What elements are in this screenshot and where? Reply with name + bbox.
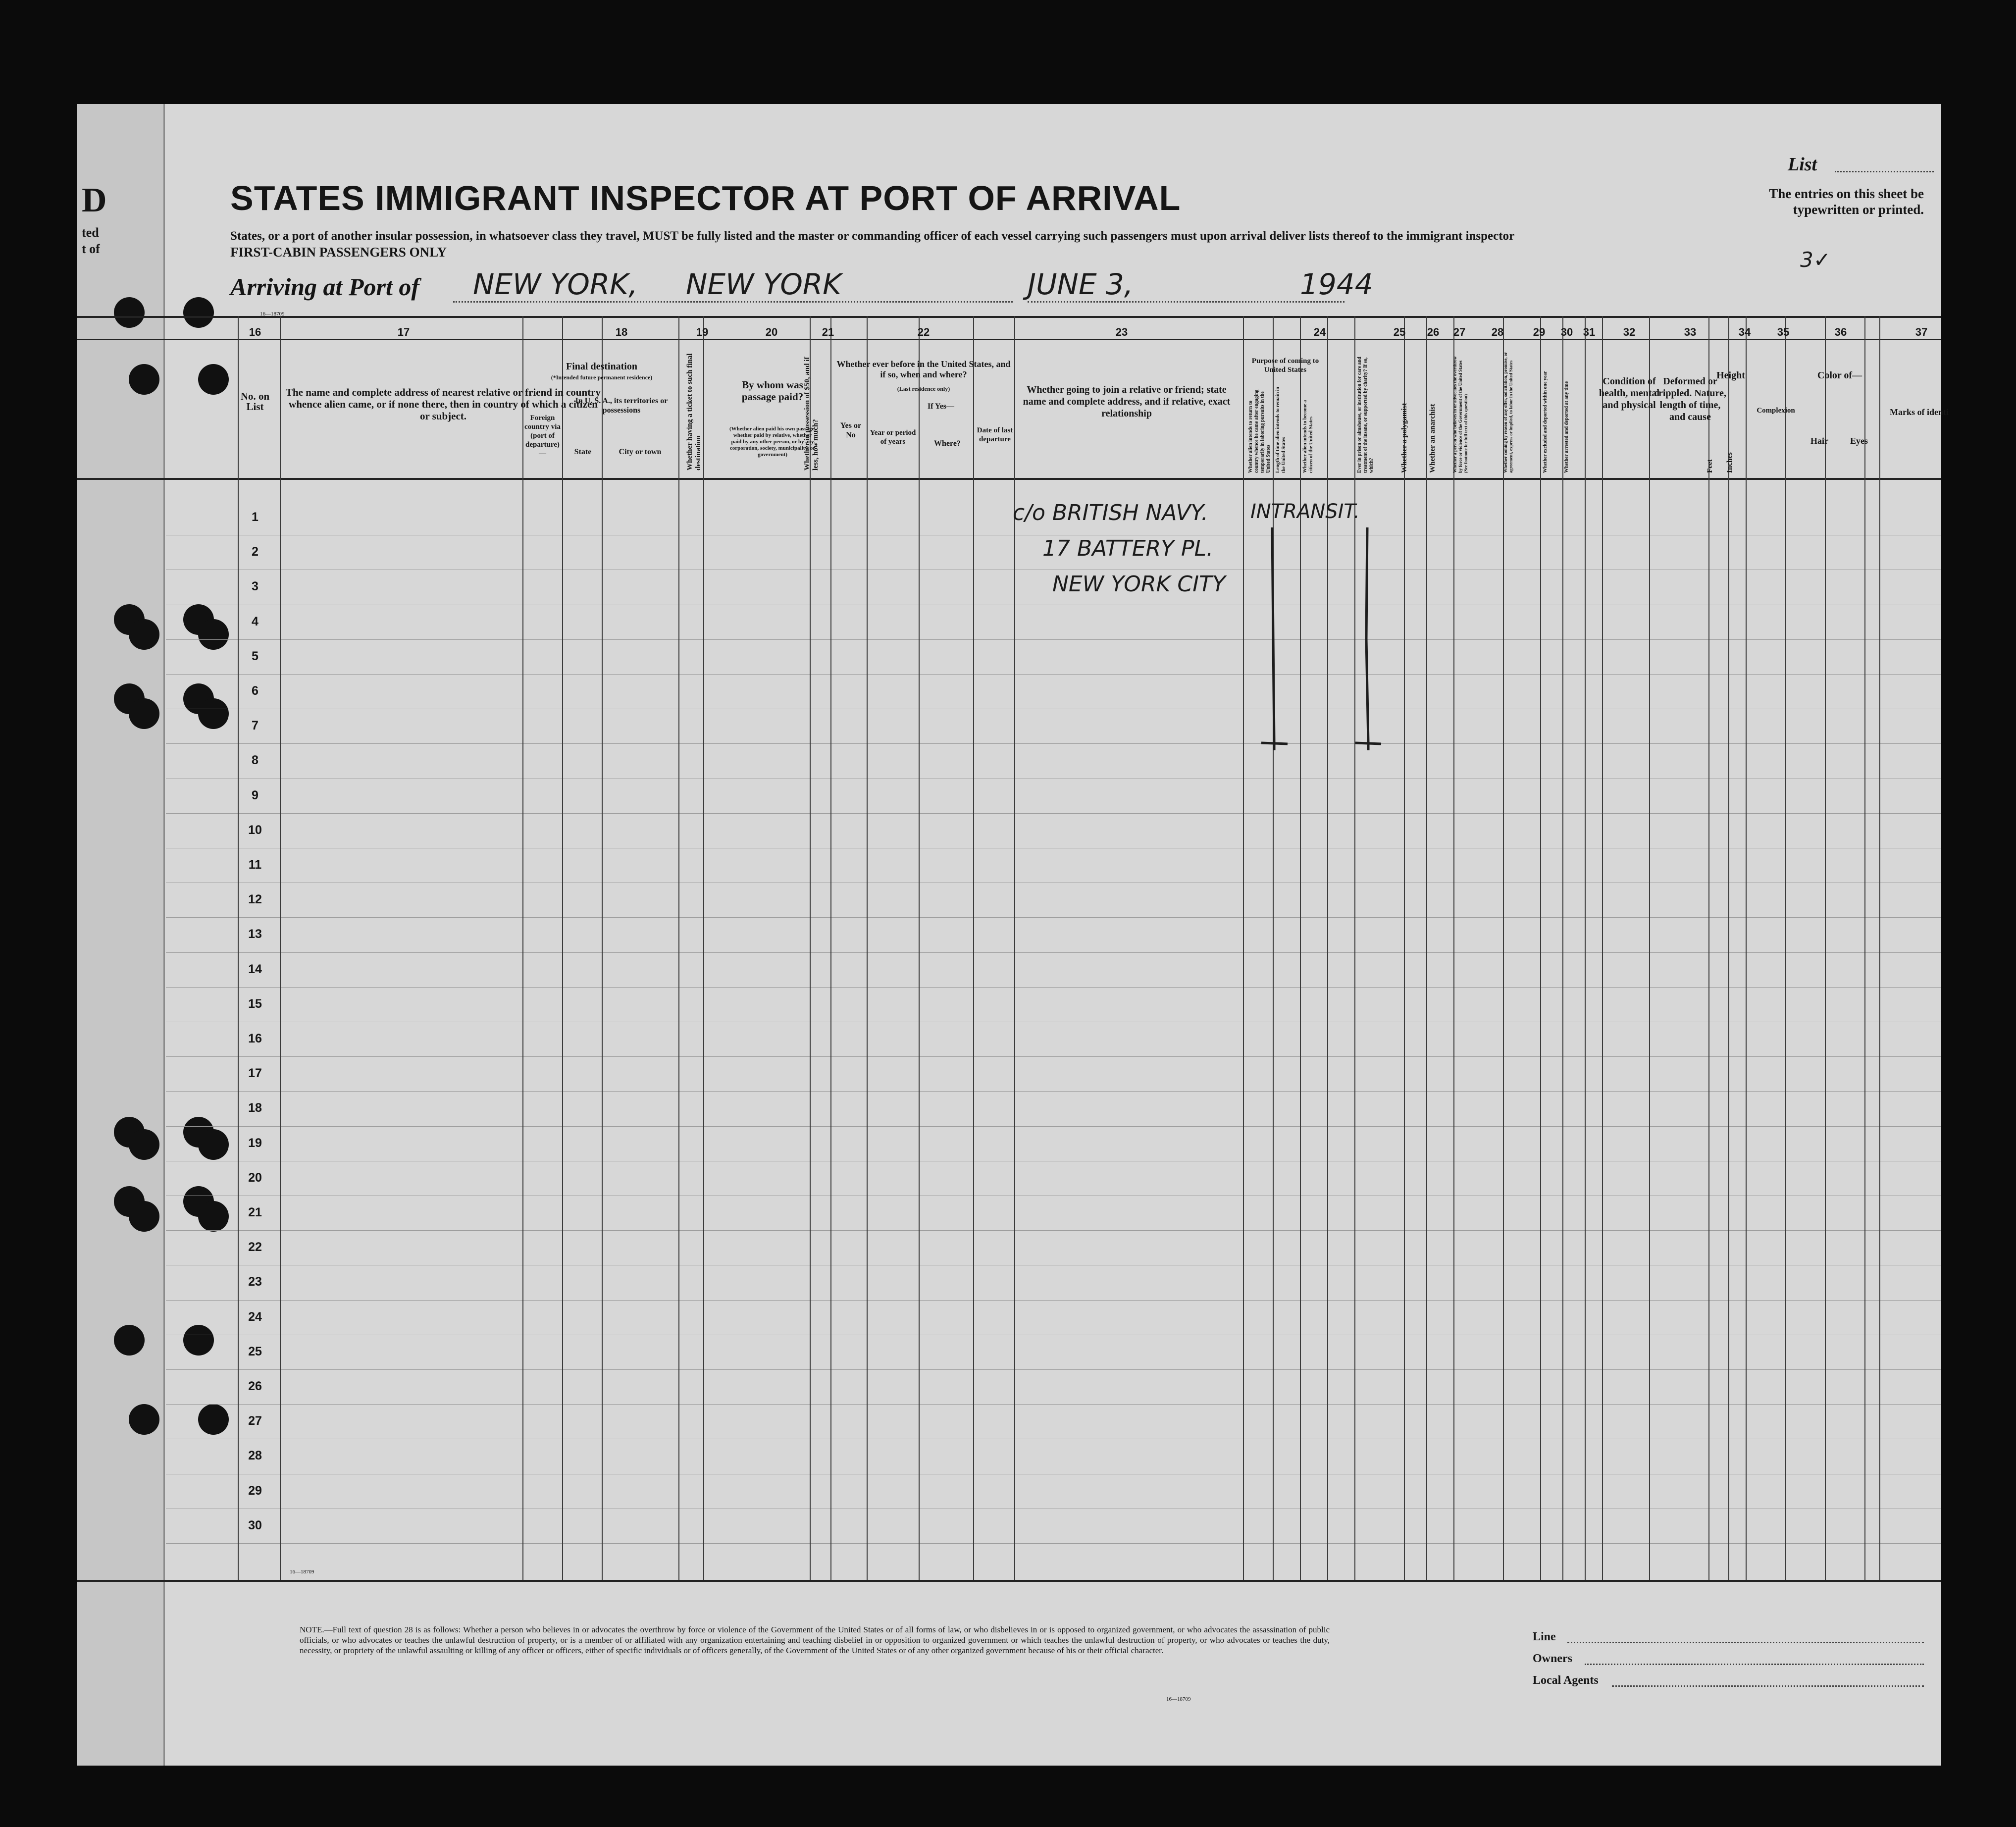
header-date-last-departure: Date of last departure <box>977 426 1013 443</box>
header-inches: Inches <box>1726 452 1734 473</box>
row-number: 2 <box>252 545 258 559</box>
header-length-of-stay: Length of time alien intends to remain in the United States <box>1275 387 1287 473</box>
colnum-28: 28 <box>1491 326 1504 338</box>
row-number: 22 <box>248 1240 262 1254</box>
row-number: 19 <box>248 1136 262 1150</box>
row-number: 8 <box>252 753 258 768</box>
header-labor-offer: Whether coming by reason of any offer, solicitation, promise, or agreement, express or implied, to labor in the United States <box>1503 352 1513 473</box>
row-number: 15 <box>248 996 262 1011</box>
form-code-top: 16—18709 <box>260 311 285 317</box>
row-number: 20 <box>248 1170 262 1185</box>
colnum-26: 26 <box>1427 326 1440 338</box>
header-fifty-dollars: Whether in possession of $50, and if less, how much? <box>803 357 820 470</box>
colnum-20: 20 <box>765 326 778 338</box>
colnum-16: 16 <box>249 326 261 338</box>
colnum-36: 36 <box>1834 326 1847 338</box>
row-number: 7 <box>252 719 258 733</box>
header-final-destination-note: (*Intended future permanent residence) <box>551 374 653 381</box>
footnote-question-28: NOTE.—Full text of question 28 is as follows: Whether a person who believes in or advocates the overthrow by force or violence of the Government of the United States or of all forms of law, or who disbelieves in or is opposed to organized government, or who advocates the assassination of public officials, or who advocates or teaches the unlawful destruction of property, or is a member of or affiliated with any organization entertaining and teaching disbelief in or opposition to organized government or which teaches the unlawful destruction of property, or who advocates or teaches the duty, necessity, or propriety of the unlawful assaulting or killing of any officer or officers, either of specific individuals or of officers generally, of the Government of the United States or of any other organized government because of his or their official character. <box>300 1625 1330 1655</box>
header-passage-paid-note: (Whether alien paid his own passage, whether paid by relative, whether paid by any other person, or by any corporation, society, municipality, or government) <box>729 426 816 458</box>
row-number: 1 <box>252 510 258 524</box>
header-hair: Hair <box>1810 436 1828 446</box>
row-number: 6 <box>252 684 258 698</box>
entries-note: The entries on this sheet be typewritten or printed. <box>1769 186 1924 217</box>
footer-line-fill <box>1567 1642 1924 1643</box>
row-number: 29 <box>248 1483 262 1498</box>
header-height: Height <box>1716 370 1745 381</box>
colnum-23: 23 <box>1115 326 1128 338</box>
subtitle-instructions: States, or a port of another insular possession, in whatsoever class they travel, MUST be fully listed and the master or commanding officer of each vessel carrying such passengers must upon arrival deliver lists thereof to the immigrant inspector <box>230 229 1515 243</box>
colnum-33: 33 <box>1684 326 1697 338</box>
colnum-35: 35 <box>1777 326 1790 338</box>
flap-fragment-ted: ted <box>82 225 99 240</box>
header-ever-before: Whether ever before in the United States, and if so, when and where? <box>836 359 1011 379</box>
header-in-usa: In U. S. A., its territories or possessions <box>575 397 668 415</box>
header-polygamist: Whether a polygamist <box>1400 403 1408 473</box>
entry-col23-line1: c/o BRITISH NAVY. <box>1013 500 1208 525</box>
row-number: 4 <box>252 614 258 628</box>
header-anarchist: Whether an anarchist <box>1429 404 1437 473</box>
colnum-19: 19 <box>696 326 709 338</box>
date-handwritten: JUNE 3, <box>1028 267 1134 301</box>
form-code-bottom: 16—18709 <box>290 1569 314 1575</box>
arriving-label: Arriving at Port of <box>230 273 419 301</box>
header-if-yes: If Yes— <box>927 402 955 411</box>
colnum-32: 32 <box>1623 326 1636 338</box>
form-code-footer: 16—18709 <box>1166 1696 1191 1702</box>
row-number: 28 <box>248 1449 262 1463</box>
row-number: 27 <box>248 1414 262 1428</box>
colnum-21: 21 <box>822 326 834 338</box>
row-number: 11 <box>248 858 262 872</box>
header-complexion: Complexion <box>1757 407 1795 415</box>
header-yes-or-no: Yes or No <box>840 421 862 439</box>
header-state: State <box>574 448 592 456</box>
row-number: 23 <box>248 1275 262 1289</box>
header-purpose: Purpose of coming to United States <box>1251 357 1319 374</box>
header-foreign-country: Foreign country via (port of departure)— <box>524 414 561 458</box>
port-handwritten: NEW YORK, <box>473 267 638 301</box>
ditto-marks <box>77 104 1941 1766</box>
colnum-25: 25 <box>1393 326 1406 338</box>
header-color-of: Color of— <box>1817 370 1862 381</box>
row-number: 3 <box>252 579 258 594</box>
row-number: 17 <box>248 1066 262 1081</box>
header-marks: Marks of identi <box>1890 407 1949 417</box>
colnum-18: 18 <box>615 326 628 338</box>
header-where: Where? <box>934 439 961 448</box>
entry-col23-line2: 17 BATTERY PL. <box>1042 536 1214 561</box>
corner-mark: 3✓ <box>1800 248 1831 272</box>
header-ticket: Whether having a ticket to such final destination <box>686 353 702 470</box>
footer-line-label: Line <box>1533 1630 1556 1643</box>
header-city: City or town <box>619 448 662 456</box>
colnum-30: 30 <box>1560 326 1573 338</box>
row-number: 14 <box>248 962 262 976</box>
header-arrested: Whether arrested and deported at any time <box>1564 381 1569 473</box>
row-number: 10 <box>248 823 262 837</box>
header-intends-return: Whether alien intends to return to country whence he came after engaging temporarily in laboring pursuits in the United States <box>1248 389 1271 473</box>
header-going-to-join: Whether going to join a relative or friend; state name and complete address, and if relative, exact relationship <box>1023 384 1231 419</box>
entry-col23-line3: NEW YORK CITY <box>1052 572 1226 597</box>
flap-fragment-tof: t of <box>82 242 100 256</box>
row-number: 13 <box>248 927 262 941</box>
row-number: 5 <box>252 649 258 663</box>
header-eyes: Eyes <box>1850 436 1868 446</box>
year-handwritten: 1944 <box>1300 267 1373 301</box>
header-overthrow: Whether a person who believes in or advocates the overthrow by force or violence of the Government of the United States (See footnote for full text of this question) <box>1452 356 1468 473</box>
header-prison: Ever in prison or almshouse, or institution for care and treatment of the insane, or supported by charity? If so, which? <box>1357 357 1374 473</box>
colnum-34: 34 <box>1738 326 1751 338</box>
entry-col24: INTRANSIT. <box>1250 500 1360 523</box>
page-title: STATES IMMIGRANT INSPECTOR AT PORT OF ARRIVAL <box>230 179 1181 217</box>
row-number: 18 <box>248 1101 262 1115</box>
header-deformed: Deformed or crippled. Nature, length of time, and cause <box>1654 376 1726 422</box>
header-final-destination: Final destination <box>566 361 637 372</box>
row-number: 16 <box>248 1032 262 1045</box>
header-ever-before-note: (Last residence only) <box>897 385 950 392</box>
flap-fragment-letter: D <box>82 181 107 219</box>
colnum-29: 29 <box>1533 326 1546 338</box>
subtitle-first-cabin: FIRST-CABIN PASSENGERS ONLY <box>230 245 447 260</box>
header-years: Year or period of years <box>870 429 916 446</box>
header-excluded: Whether excluded and deported within one year <box>1543 371 1548 473</box>
footer-owners-label: Owners <box>1533 1652 1572 1665</box>
colnum-24: 24 <box>1313 326 1326 338</box>
state-handwritten: NEW YORK <box>686 267 842 301</box>
row-number: 25 <box>248 1344 262 1358</box>
colnum-37: 37 <box>1915 326 1928 338</box>
header-passage-paid: By whom was passage paid? <box>741 379 804 403</box>
colnum-17: 17 <box>397 326 410 338</box>
row-number: 24 <box>248 1309 262 1324</box>
footer-agents-fill <box>1612 1685 1924 1687</box>
row-number: 30 <box>248 1518 262 1532</box>
colnum-31: 31 <box>1583 326 1596 338</box>
header-no-on-list: No. on List <box>240 390 270 413</box>
footer-agents-label: Local Agents <box>1533 1674 1599 1687</box>
list-label: List <box>1788 154 1817 175</box>
manifest-sheet <box>77 104 1949 1766</box>
header-feet: Feet <box>1706 459 1714 473</box>
row-number: 21 <box>248 1205 262 1219</box>
footer-owners-fill <box>1585 1664 1924 1665</box>
header-nearest-relative: The name and complete address of nearest relative or friend in country whence alien came, or if none there, then in country of which a citizen or subject. <box>286 386 601 422</box>
row-number: 12 <box>248 892 262 907</box>
colnum-27: 27 <box>1453 326 1466 338</box>
header-become-citizen: Whether alien intends to become a citizen of the United States <box>1302 400 1314 473</box>
row-number: 9 <box>252 788 258 802</box>
header-health: Condition of health, mental and physical <box>1599 376 1660 411</box>
colnum-22: 22 <box>917 326 930 338</box>
row-number: 26 <box>248 1379 262 1393</box>
